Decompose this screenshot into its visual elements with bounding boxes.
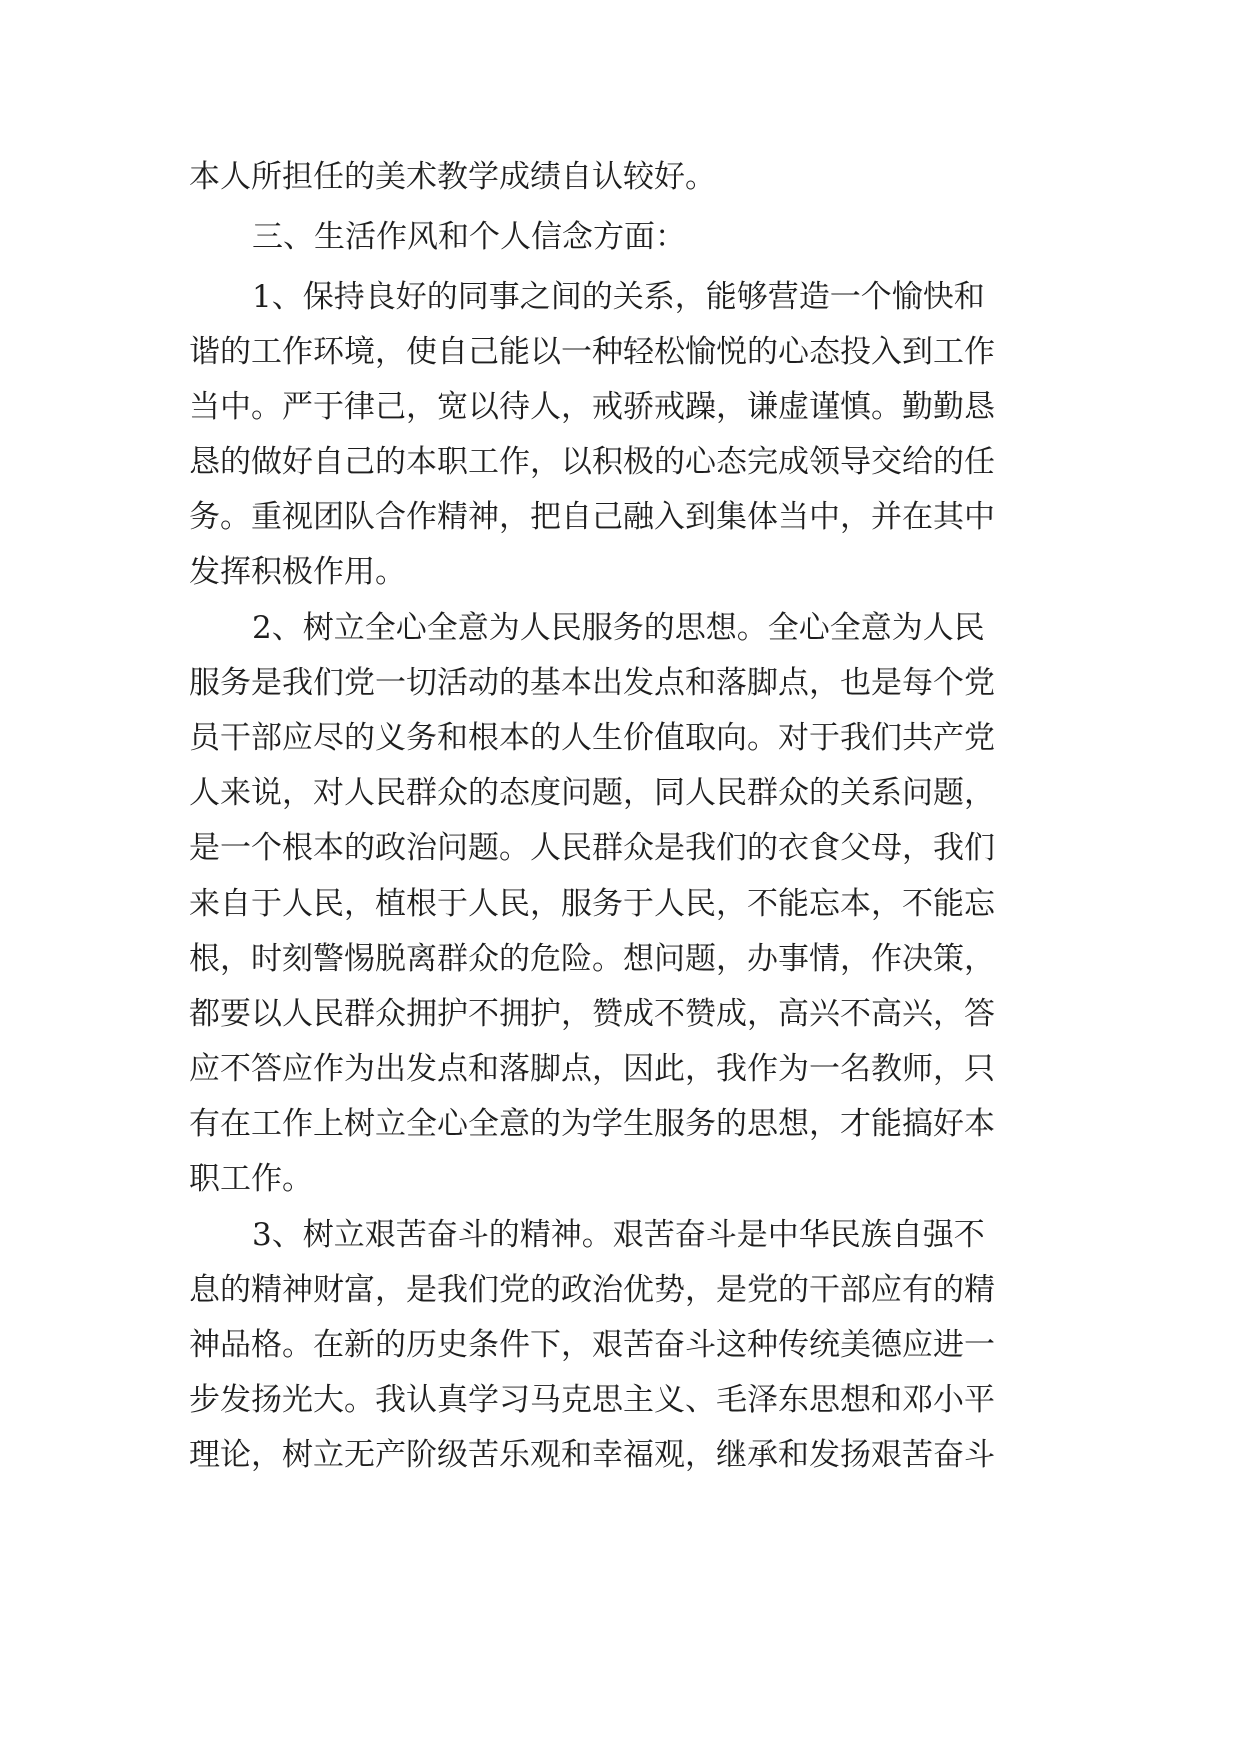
text-line-23: 步发扬光大。我认真学习马克思主义、毛泽东思想和邓小平 (189, 1382, 995, 1418)
text-line-17: 应不答应作为出发点和落脚点，因此，我作为一名教师，只 (189, 1051, 995, 1087)
text-line-22: 神品格。在新的历史条件下，艰苦奋斗这种传统美德应进一 (189, 1327, 995, 1363)
text-line-14: 来自于人民，植根于人民，服务于人民，不能忘本，不能忘 (189, 886, 995, 922)
text-line-21: 息的精神财富，是我们党的政治优势，是党的干部应有的精 (189, 1272, 995, 1308)
text-line-16: 都要以人民群众拥护不拥护，赞成不赞成，高兴不高兴，答 (189, 996, 995, 1032)
text-line-6: 恳的做好自己的本职工作，以积极的心态完成领导交给的任 (189, 444, 995, 480)
text-line-9: 2、树立全心全意为人民服务的思想。全心全意为人民 (252, 610, 985, 646)
text-line-13: 是一个根本的政治问题。人民群众是我们的衣食父母，我们 (189, 830, 995, 866)
text-line-11: 员干部应尽的义务和根本的人生价值取向。对于我们共产党 (189, 720, 995, 756)
text-line-1: 本人所担任的美术教学成绩自认较好。 (189, 159, 716, 195)
text-line-24: 理论，树立无产阶级苦乐观和幸福观，继承和发扬艰苦奋斗 (189, 1437, 995, 1473)
section-heading: 三、生活作风和个人信念方面： (252, 219, 686, 255)
text-line-18: 有在工作上树立全心全意的为学生服务的思想，才能搞好本 (189, 1106, 995, 1142)
text-line-15: 根，时刻警惕脱离群众的危险。想问题，办事情，作决策， (189, 941, 995, 977)
text-line-7: 务。重视团队合作精神，把自己融入到集体当中，并在其中 (189, 499, 995, 535)
text-line-8: 发挥积极作用。 (189, 554, 406, 590)
text-line-3: 1、保持良好的同事之间的关系，能够营造一个愉快和 (252, 279, 985, 315)
text-line-19: 职工作。 (189, 1161, 313, 1197)
text-line-12: 人来说，对人民群众的态度问题，同人民群众的关系问题， (189, 775, 995, 811)
text-line-5: 当中。严于律己，宽以待人，戒骄戒躁，谦虚谨慎。勤勤恳 (189, 389, 995, 425)
text-line-4: 谐的工作环境，使自己能以一种轻松愉悦的心态投入到工作 (189, 334, 995, 370)
text-line-10: 服务是我们党一切活动的基本出发点和落脚点，也是每个党 (189, 665, 995, 701)
text-line-20: 3、树立艰苦奋斗的精神。艰苦奋斗是中华民族自强不 (252, 1217, 985, 1253)
